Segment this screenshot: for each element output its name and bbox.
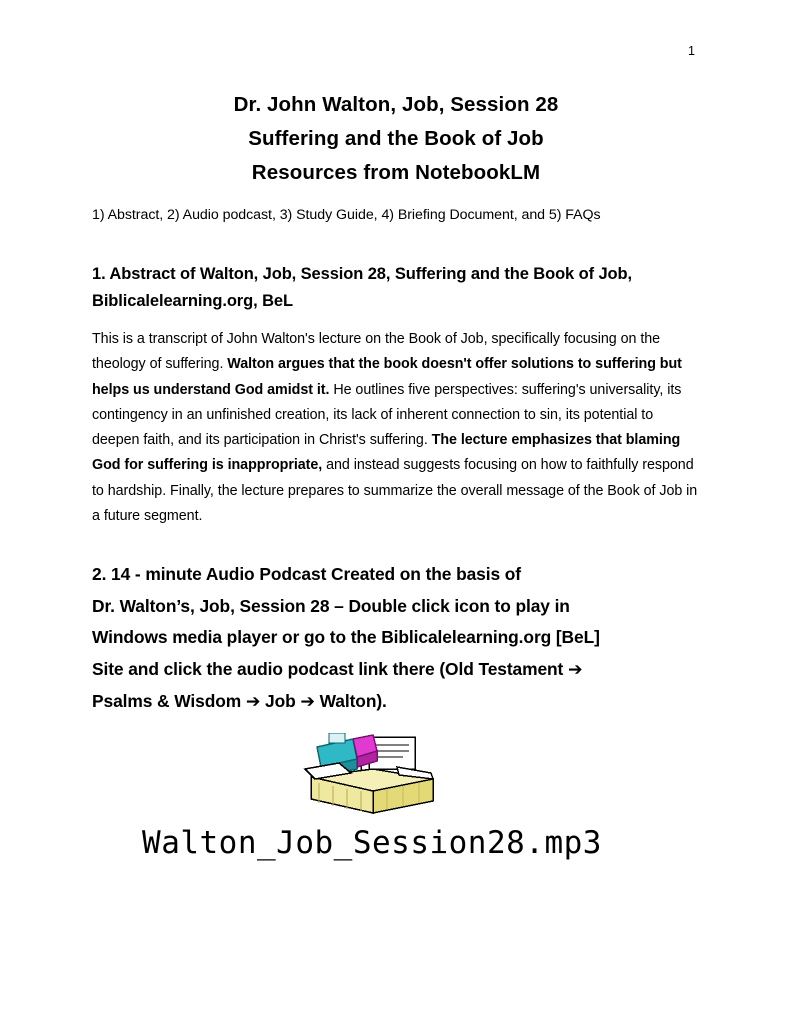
section-2-heading-line-5c: Walton). xyxy=(314,691,387,712)
document-title xyxy=(92,88,700,190)
abstract-text-1: This is a transcript of John Walton's lecture on the Book of Job, specifically focusing on the theology of suffering. xyxy=(92,331,661,373)
section-1-heading-line-1: 1. Abstract of Walton, Job, Session 28, Suffering and the Book of Job, xyxy=(92,265,632,283)
arrow-right-icon-1: ➔ xyxy=(568,659,583,680)
section-1-heading-line-2: Biblicalelearning.org, BeL xyxy=(92,292,293,310)
resource-list-subtitle: 1) Abstract, 2) Audio podcast, 3) Study Guide, 4) Briefing Document, and 5) FAQs xyxy=(92,207,601,223)
section-2-heading-line-5b: Job xyxy=(260,691,301,712)
arrow-right-icon-2: ➔ xyxy=(245,692,261,713)
document-content xyxy=(92,88,700,865)
attachment-filename[interactable]: Walton_Job_Session28.mp3 xyxy=(142,824,602,861)
arrow-right-icon-3: ➔ xyxy=(300,692,315,713)
section-2-heading-line-3: Windows media player or go to the Biblicalelearning.org [BeL] xyxy=(92,627,600,648)
abstract-text-3: and instead suggests focusing on how to faithfully respond to hardship. Finally, the lecture prepares to summarize the overall message of the Book of Job in a future segment. xyxy=(92,457,698,525)
section-1-abstract-paragraph xyxy=(92,327,700,529)
abstract-bold-2: The lecture emphasizes that blaming God for suffering is inappropriate, xyxy=(92,432,681,474)
section-2-heading xyxy=(92,559,700,719)
title-line-3: Resources from NotebookLM xyxy=(251,161,541,184)
abstract-bold-1: Walton argues that the book doesn't offer solutions to suffering but helps us understand God amidst it. xyxy=(92,356,682,398)
section-2-heading-line-4: Site and click the audio podcast link there (Old Testament xyxy=(92,658,568,679)
title-line-2: Suffering and the Book of Job xyxy=(248,127,544,150)
section-2-heading-line-5a: Psalms & Wisdom xyxy=(92,691,246,712)
mp3-file-package-icon[interactable] xyxy=(299,733,445,819)
section-2-heading-line-1: 2. 14 - minute Audio Podcast Created on the basis of xyxy=(92,564,521,585)
abstract-text-2: He outlines five perspectives: suffering's universality, its contingency in an unfinished creation, its lack of inherent connection to sin, its potential to deepen faith, and its participation in Christ's suffering. xyxy=(92,381,682,449)
embedded-audio-attachment[interactable] xyxy=(92,733,652,865)
title-line-1: Dr. John Walton, Job, Session 28 xyxy=(233,93,559,116)
page-number: 1 xyxy=(688,44,695,58)
section-2-heading-line-2: Dr. Walton’s, Job, Session 28 – Double click icon to play in xyxy=(92,595,570,616)
section-1-heading xyxy=(92,261,700,315)
